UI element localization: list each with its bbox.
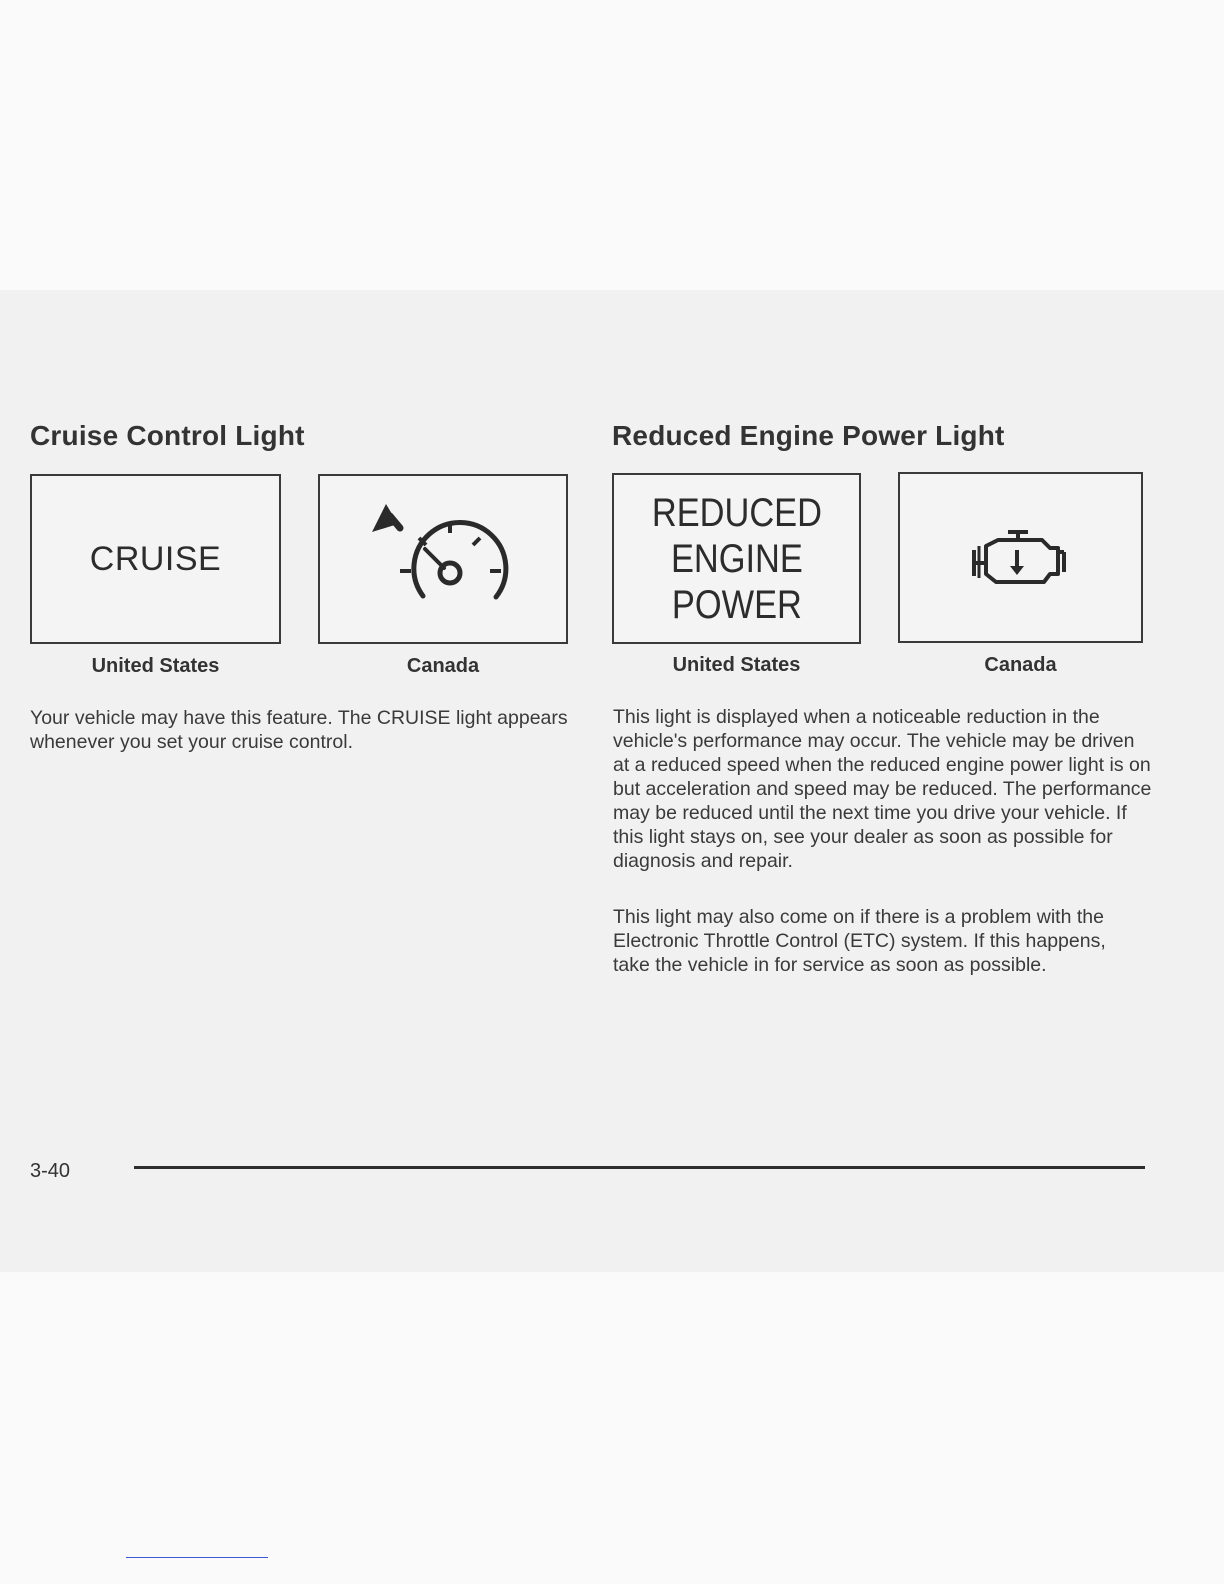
reduced-caption-us: United States (672, 654, 801, 676)
footer-rule (134, 1166, 1145, 1169)
page-number: 3-40 (30, 1160, 71, 1182)
cruise-caption-canada: Canada (406, 655, 480, 677)
cruise-caption-us: United States (91, 655, 220, 677)
speedometer-arrow-icon (320, 476, 566, 642)
engine-down-arrow-icon (900, 474, 1141, 641)
reduced-caption-canada: Canada (984, 654, 1057, 676)
cruise-paragraph: Your vehicle may have this feature. The CRUISE light appears whenever you set your cruise control. (30, 707, 568, 753)
reduced-lamp-line-2: ENGINE (670, 536, 803, 581)
reduced-paragraph-2: This light may also come on if there is a problem with the Electronic Throttle Control (ETC) system. If this happens, take the vehicle in for service as soon as possible. (613, 906, 1106, 976)
cruise-canada-lamp (318, 474, 568, 644)
cruise-section-title: Cruise Control Light (30, 420, 305, 451)
reduced-section-title: Reduced Engine Power Light (612, 420, 1005, 451)
cruise-lamp-label: CRUISE (89, 539, 222, 578)
reduced-paragraph-1: This light is displayed when a noticeable reduction in the vehicle's performance may occur. The vehicle may be driven at a reduced speed when the reduced engine power light is on but acceleration and speed may be reduced. The performance may be reduced until the next time you drive your vehicle. If this light stays on, see your dealer as soon as possible for diagnosis and repair. (613, 706, 1152, 872)
reduced-us-lamp (612, 473, 861, 644)
reduced-lamp-line-3: POWER (671, 582, 802, 627)
reduced-lamp-line-1: REDUCED (651, 490, 822, 535)
bottom-link-underline (126, 1557, 268, 1558)
reduced-canada-lamp (898, 472, 1143, 643)
reduced-lamp-label (651, 490, 821, 628)
cruise-us-lamp (30, 474, 281, 644)
